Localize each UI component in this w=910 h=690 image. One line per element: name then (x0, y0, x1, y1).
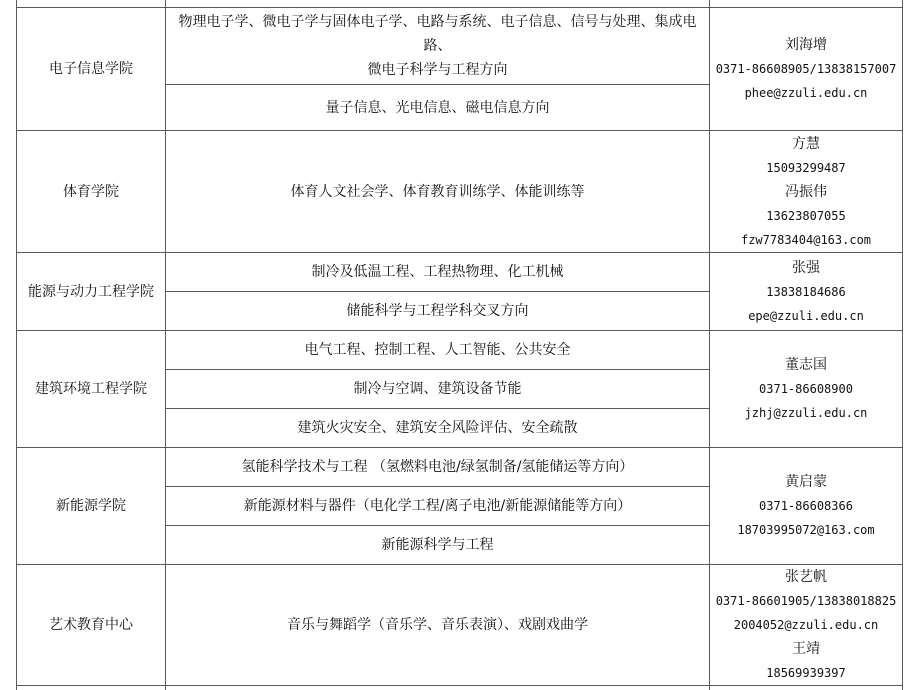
major-cell (166, 131, 709, 252)
major-text: 氢能科学技术与工程 （氢燃料电池/绿氢制备/氢能储运等方向） (241, 459, 634, 475)
major-text: 新能源科学与工程 (381, 537, 494, 553)
contact-phone: 0371-86608900 (759, 382, 853, 396)
college-cell (17, 131, 165, 252)
major-text: 量子信息、光电信息、磁电信息方向 (325, 99, 550, 116)
contact-phone: 13838184686 (766, 284, 846, 299)
major-text: 储能科学与工程学科交叉方向 (346, 303, 529, 319)
contact-phone: 15093299487 (766, 160, 846, 175)
college-cell (17, 8, 165, 130)
contact-cell (710, 131, 902, 252)
contact-person: 冯振伟 (785, 183, 827, 200)
contact-person: 黄启蒙 (785, 474, 827, 490)
major-cell (166, 331, 709, 369)
major-cell (166, 370, 709, 408)
contact-cell (710, 331, 902, 447)
college-name: 能源与动力工程学院 (28, 283, 154, 300)
contact-phone: 0371-86608366 (759, 499, 853, 513)
contact-cell (710, 565, 902, 685)
major-cell (166, 292, 709, 330)
college-name: 体育学院 (63, 183, 119, 200)
major-cell (166, 85, 709, 130)
college-name: 新能源学院 (56, 498, 126, 514)
college-cell (17, 448, 165, 564)
contact-email: epe@zzuli.edu.cn (748, 308, 864, 323)
major-text: 建筑火灾安全、建筑安全风险评估、安全疏散 (297, 420, 578, 436)
major-text: 制冷及低温工程、工程热物理、化工机械 (311, 264, 564, 280)
major-text: 体育人文社会学、体育教育训练学、体能训练等 (290, 183, 585, 200)
college-name: 电子信息学院 (49, 61, 133, 77)
contact-cell (710, 448, 902, 564)
major-text: 音乐与舞蹈学（音乐学、音乐表演）、戏剧戏曲学 (287, 617, 588, 633)
college-cell (17, 253, 165, 330)
major-text: 制冷与空调、建筑设备节能 (353, 381, 522, 397)
major-text: 物理电子学、微电子学与固体电子学、电路与系统、电子信息、信号与处理、集成电 路、 微电子科学与工程方向 (178, 14, 697, 78)
contact-person: 王靖 (792, 641, 820, 657)
row-border (16, 685, 902, 686)
major-cell (166, 448, 709, 486)
contact-person: 张强 (792, 259, 820, 276)
college-name: 艺术教育中心 (49, 617, 133, 633)
contact-person: 董志国 (785, 357, 827, 373)
major-cell (166, 565, 709, 685)
contact-cell (710, 8, 902, 130)
major-text: 电气工程、控制工程、人工智能、公共安全 (304, 342, 571, 358)
major-cell (166, 8, 709, 84)
college-name: 建筑环境工程学院 (35, 381, 147, 397)
contact-email: fzw7783404@163.com (740, 232, 872, 247)
major-cell (166, 409, 709, 447)
major-cell (166, 253, 709, 291)
contact-email: 2004052@zzuli.edu.cn (733, 618, 879, 632)
contact-person: 方慧 (792, 135, 820, 152)
major-cell (166, 526, 709, 564)
major-text: 新能源材料与器件（电化学工程/离子电池/新能源储能等方向） (243, 498, 632, 514)
column-border-3 (902, 0, 903, 690)
contact-phone: 0371-86608905/13838157007 (715, 62, 897, 76)
college-cell (17, 331, 165, 447)
college-cell (17, 565, 165, 685)
contact-cell (710, 253, 902, 330)
contact-phone: 0371-86601905/13838018825 (715, 594, 897, 608)
contact-person: 张艺帆 (785, 569, 827, 585)
contact-person: 刘海增 (785, 37, 827, 53)
contact-email: jzhj@zzuli.edu.cn (744, 406, 868, 420)
contact-phone: 13623807055 (766, 208, 846, 223)
contact-phone: 18569939397 (766, 666, 846, 680)
contact-email: phee@zzuli.edu.cn (744, 86, 868, 100)
contact-email: 18703995072@163.com (737, 523, 875, 537)
major-cell (166, 487, 709, 525)
